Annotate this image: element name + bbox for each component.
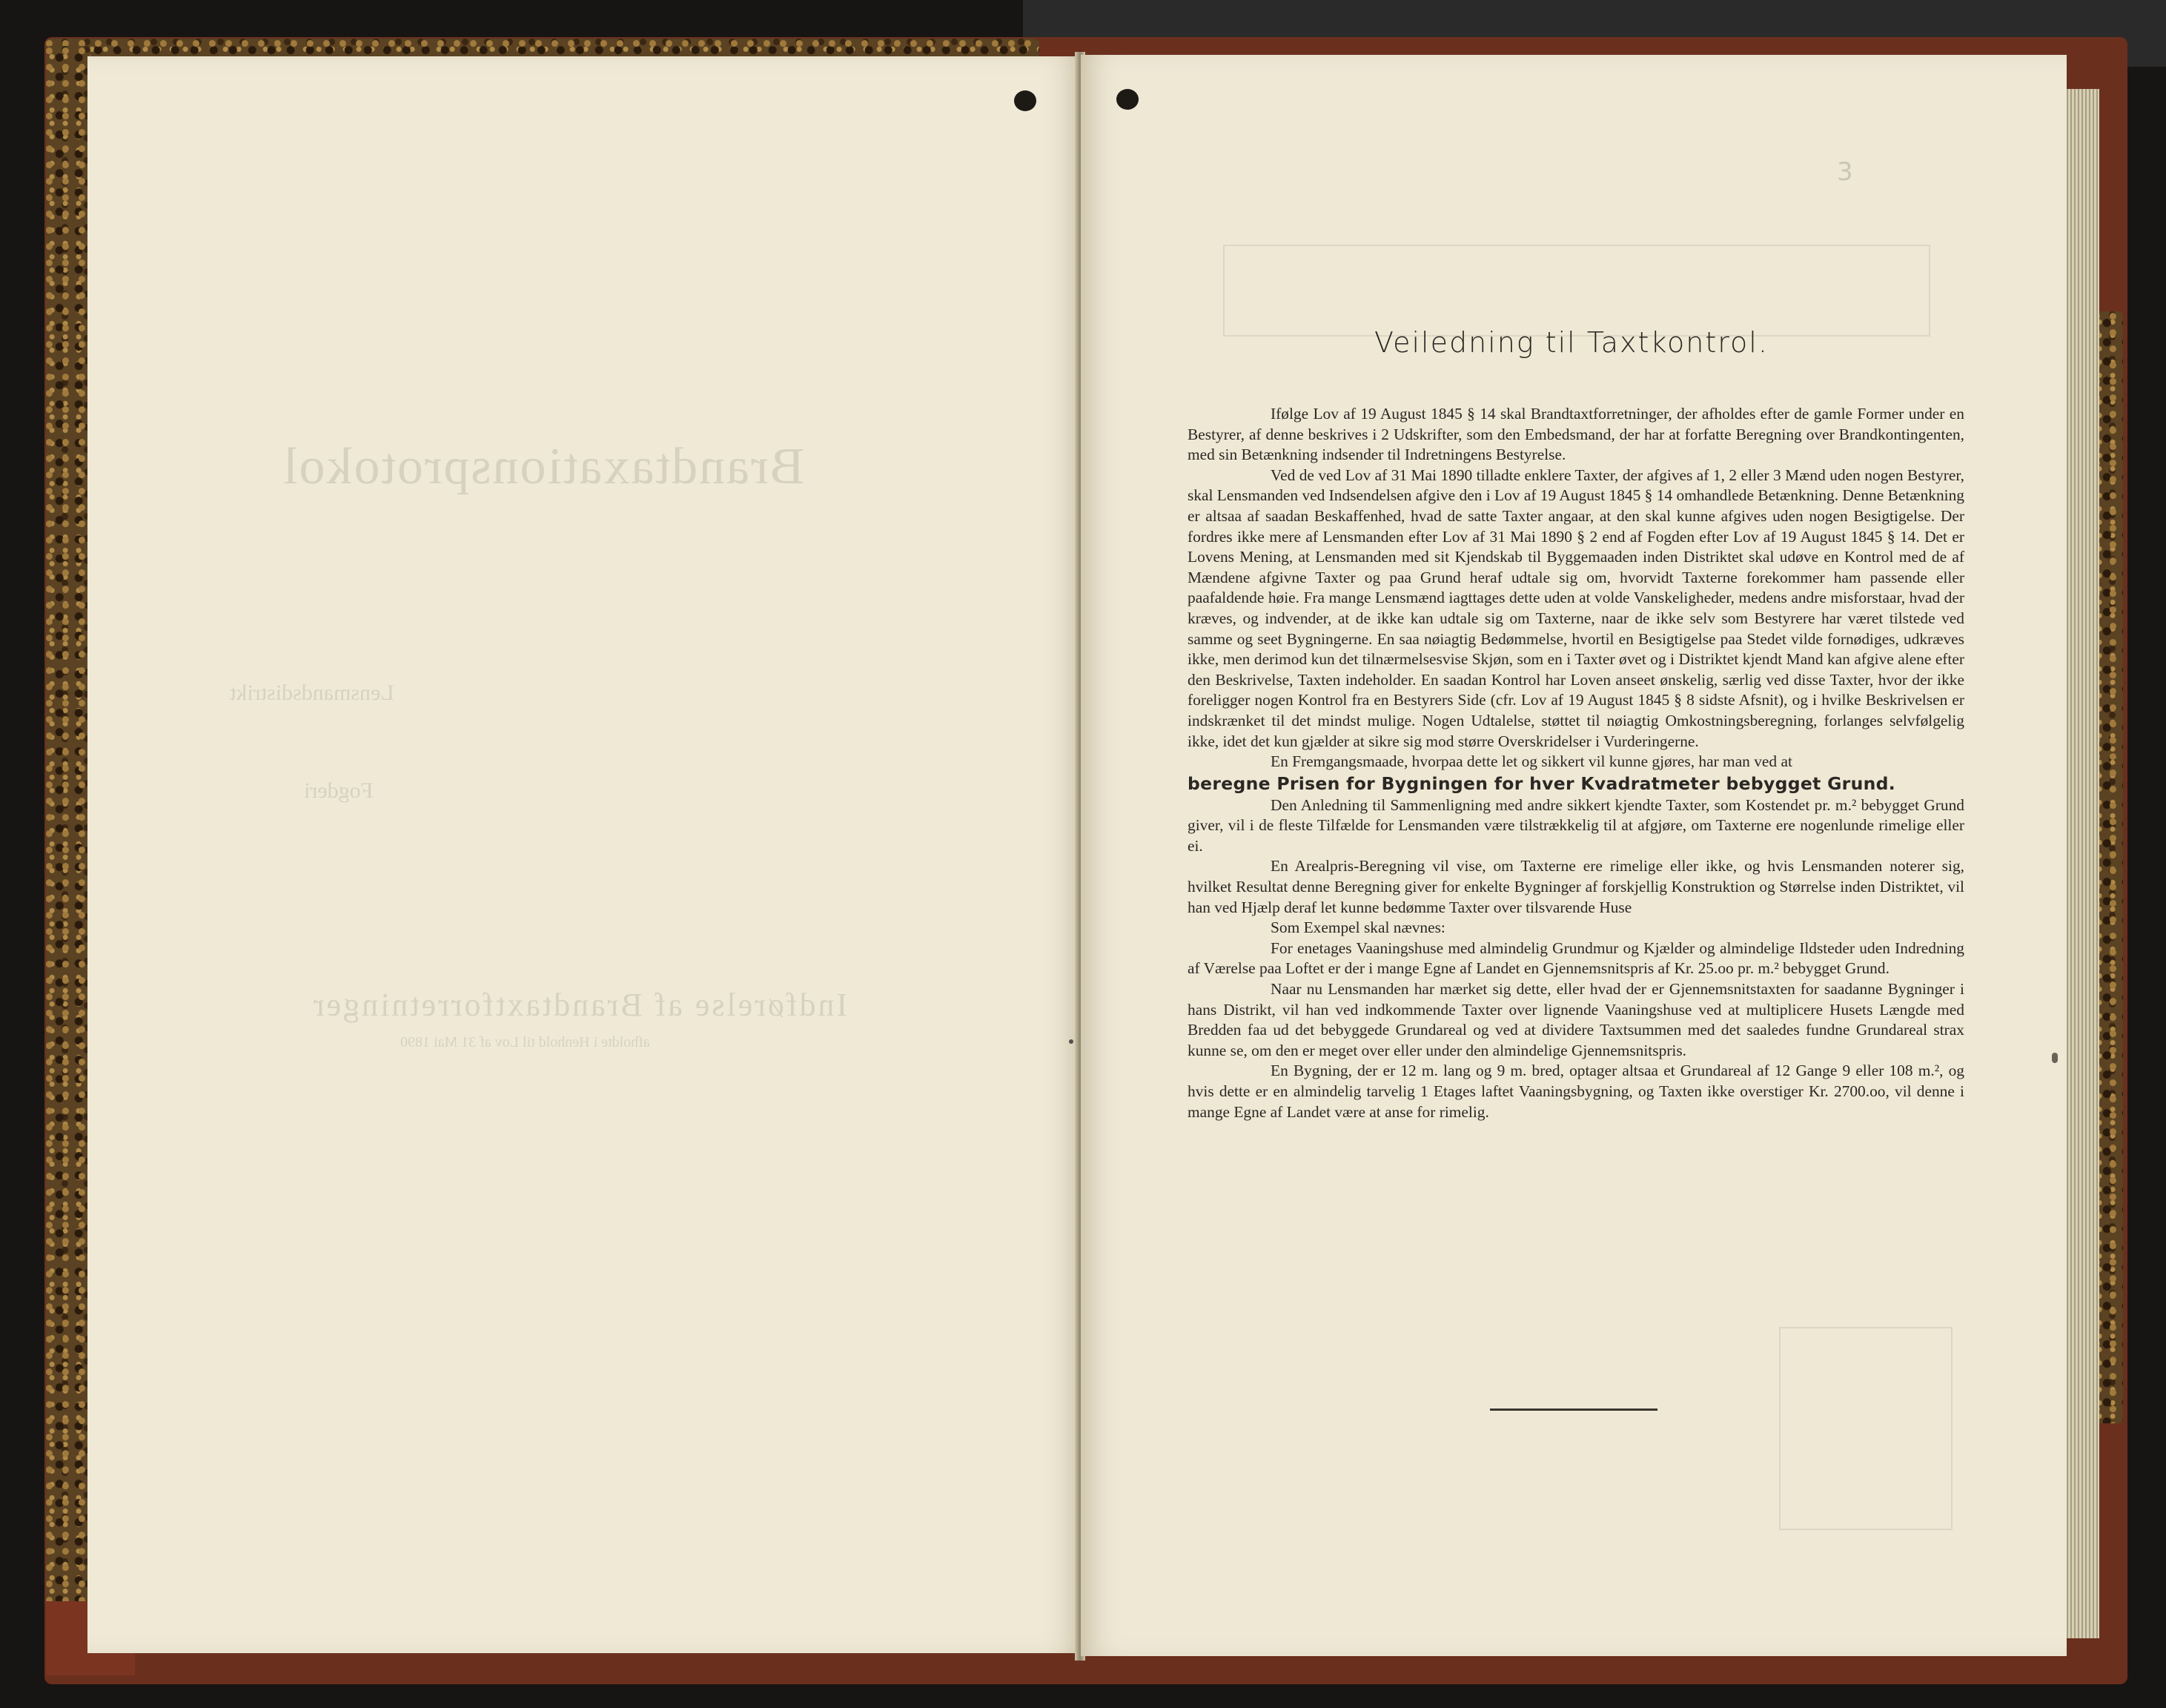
showthrough-indberetning: Indførelse af Brandtaxtforretninger xyxy=(311,987,848,1023)
paper-speck xyxy=(2052,1053,2058,1063)
paper-speck xyxy=(1069,1039,1073,1044)
document-body xyxy=(1188,404,1964,1122)
paragraph-3: En Fremgangsmaade, hvorpaa dette let og sikkert vil kunne gjøres, har man ved at xyxy=(1271,752,1792,771)
paragraph-8: Naar nu Lensmanden har mærket sig dette, eller hvad der er Gjennemsnitstaxten for saadanne Bygninger i hans Distrikt, vil han ved indkommende Taxter over lignende Vaaningshuse ved at multiplicere Husets Længde med Bredden faa ud det bebyggede Grundareal og ved at dividere Taxtsummen med det saaledes fundne Grundareal strax kunne se, om den er meget over eller under den almindelige Gjennemsnitspris. xyxy=(1188,980,1964,1059)
paragraph-7: For enetages Vaaningshuse med almindelig Grundmur og Kjælder og almindelige Ildsteder uden Indredning af Værelse paa Loftet er der i mange Egne af Landet en Gjennemsnitspris af Kr. 25.oo pr. m.² bebygget Grund. xyxy=(1188,939,1964,978)
showthrough-small-print: afholdte i Henhold til Lov af 31 Mai 1890 xyxy=(400,1034,650,1050)
document-heading: Veiledning til Taxtkontrol. xyxy=(1374,326,1769,359)
showthrough-title: Brandtaxationsprotokol xyxy=(282,438,805,495)
paragraph-1: Ifølge Lov af 19 August 1845 § 14 skal Brandtaxtforretninger, der afholdes efter de gamle Former under en Bestyrer, af denne beskrives i 2 Udskrifter, som den Embedsmand, der har at forfatte Beregning over Brandkontingenten, med sin Betænkning indsender til Indretningens Bestyrelse. xyxy=(1188,405,1964,464)
showthrough-fogderi: Fogderi xyxy=(304,778,374,803)
showthrough-table-bottom xyxy=(1779,1327,1953,1530)
paragraph-6: Som Exempel skal nævnes: xyxy=(1271,918,1445,937)
closing-rule xyxy=(1490,1409,1657,1411)
pencil-page-number: 3 xyxy=(1837,157,1853,187)
left-page xyxy=(87,56,1081,1653)
showthrough-district: Lensmandsdistrikt xyxy=(230,681,394,705)
showthrough-table-top xyxy=(1223,245,1930,337)
paragraph-5: En Arealpris-Beregning vil vise, om Taxterne ere rimelige eller ikke, og hvis Lensmanden noterer sig, hvilket Resultat denne Beregning giver for enkelte Bygninger af forskjellig Konstruktion og Størrelse inden Distriktet, vil han ved Hjælp deraf let kunne bedømme Taxter over tilsvarende Huse xyxy=(1188,857,1964,916)
binding-hole-left xyxy=(1014,90,1036,111)
binding-hole-right xyxy=(1116,89,1139,110)
paragraph-4: Den Anledning til Sammenligning med andre sikkert kjendte Taxter, som Kostendet pr. m.² bebygget Grund giver, vil i de fleste Tilfælde for Lensmanden være tilstrækkelig til at afgjøre, om Taxterne ere nogenlunde rimelige eller ei. xyxy=(1188,795,1964,855)
paragraph-2: Ved de ved Lov af 31 Mai 1890 tilladte enklere Taxter, der afgives af 1, 2 eller 3 Mænd uden nogen Bestyrer, skal Lensmanden ved Indsendelsen afgive den i Lov af 19 August 1845 § 14 omhandlede Betænkning. Denne Betænkning er altsaa af saadan Beskaffenhed, hvad de satte Taxter angaar, at den skal kunne afgives uden nogen Besigtigelse. Der fordres ikke mere af Lensmanden efter Lov af 31 Mai 1890 § 2 end af Fogden efter Lov af 19 August 1845 § 14. Det er Lovens Mening, at Lensmanden med sit Kjendskab til Byggemaaden inden Distriktet skal udøve en Kontrol med de af Mændene afgivne Taxter og paa Grund heraf udtale sig om, hvorvidt Taxterne forekommer ham passende eller paafaldende høie. Fra mange Lensmænd iagttages dette uden at volde Vanskeligheder, medens andre misforstaar, hvad der kræves, og indvender, at de ikke kan udtale sig om Taxterne, naar de ikke selv som Bestyrere har været tilstede ved samme og seet Bygningerne. En saa nøiagtig Bedømmelse, hvortil en Besigtigelse paa Stedet vilde fornødiges, udkræves ikke, men derimod kun det tilnærmelsesvise Skjøn, som en i Taxter øvet og i Distriktet kjendt Mand kan afgive alene efter den Beskrivelse, Taxten indeholder. En saadan Kontrol har Loven anseet ønskelig, særlig ved disse Taxter, hvor der ikke foreligger nogen Kontrol fra en Bestyrers Side (cfr. Lov af 19 August 1845 § 8 sidste Afsnit), og i hvilke Beskrivelsen er indskrænket til det mindst mulige. Nogen Udtalelse, støttet til nøiagtig Omkostningsberegning, forlanges selvfølgelig ikke, idet det kun gjælder at sikre sig mod større Overskridelser i Vurderingerne. xyxy=(1188,466,1964,750)
bold-statement: beregne Prisen for Bygningen for hver Kvadratmeter bebygget Grund. xyxy=(1188,772,1895,794)
marbled-spine-left xyxy=(46,46,90,1669)
paragraph-9: En Bygning, der er 12 m. lang og 9 m. bred, optager altsaa et Grundareal af 12 Gange 9 eller 108 m.², og hvis dette er en almindelig tarvelig 1 Etages laftet Vaaningsbygning, og Taxten ikke overstiger Kr. 2700.oo, vil denne i mange Egne af Landet være at anse for rimelig. xyxy=(1188,1062,1964,1121)
